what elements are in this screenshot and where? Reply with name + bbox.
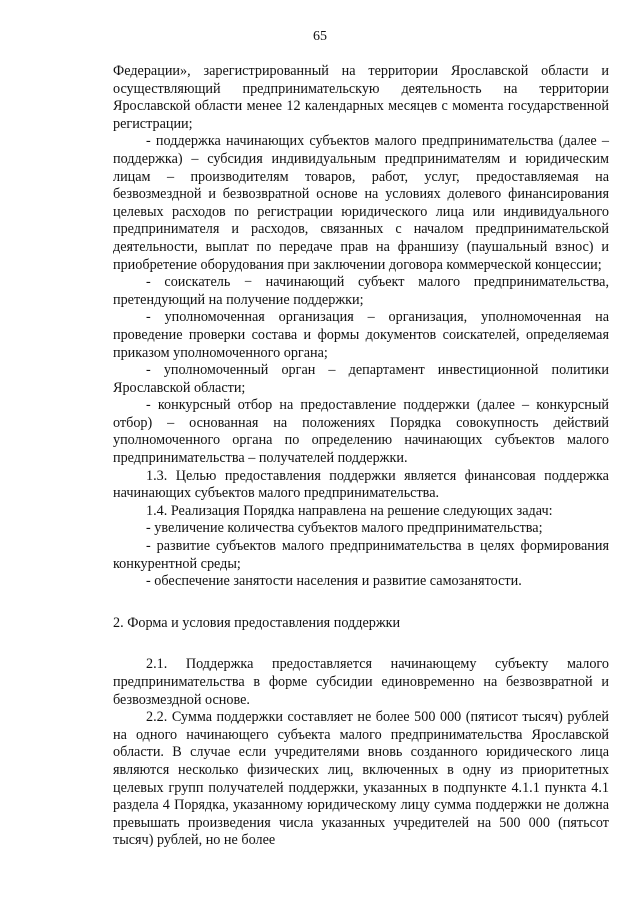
clause-1-4: 1.4. Реализация Порядка направлена на решение следующих задач:	[146, 502, 553, 519]
page-number: 65	[313, 29, 327, 44]
section-heading: 2. Форма и условия предоставления поддержки	[113, 614, 401, 631]
definition-authorized-body: - уполномоченный орган – департамент инвестиционной политики Ярославской области;	[113, 362, 609, 396]
definition-competitive-selection: - конкурсный отбор на предоставление поддержки (далее – конкурсный отбор) – основанная на положениях Порядка совокупность действий уполномоченного органа по определению начинающих субъектов малого предпринимательства – получателей поддержки.	[113, 397, 609, 467]
task-item-1: - увеличение количества субъектов малого предпринимательства;	[146, 520, 543, 537]
task-item-2: - развитие субъектов малого предпринимательства в целях формирования конкурентной среды;	[113, 538, 609, 572]
document-body	[113, 63, 609, 850]
task-item-3: - обеспечение занятости населения и развитие самозанятости.	[146, 573, 522, 590]
definition-applicant: - соискатель − начинающий субъект малого предпринимательства, претендующий на получение поддержки;	[113, 274, 609, 308]
definition-authorized-organization: - уполномоченная организация – организация, уполномоченная на проведение проверки состава и формы документов соискателей, определяемая приказом уполномоченного органа;	[113, 309, 609, 361]
clause-2-2: 2.2. Сумма поддержки составляет не более 500 000 (пятисот тысяч) рублей на одного начинающего субъекта малого предпринимательства Ярославской области. В случае если учредителями вновь созданного юридического лица являются несколько физических лиц, включенных в одну из приоритетных целевых групп получателей поддержки, указанных в подпункте 4.1.1 пункта 4.1 раздела 4 Порядка, указанному юридическому лицу сумма поддержки не должна превышать произведения числа указанных учредителей на 500 000 (пятьсот тысяч) рублей, но не более	[113, 709, 609, 849]
definition-support: - поддержка начинающих субъектов малого предпринимательства (далее – поддержка) – субсидия индивидуальным предпринимателям и юридическим лицам – производителям товаров, работ, услуг, предоставляемая на безвозмездной и безвозвратной основе на условиях долевого финансирования целевых расходов по регистрации юридического лица или индивидуального предпринимателя и расходов, связанных с началом предпринимательской деятельности, выплат по передаче прав на франшизу (паушальный взнос) и приобретение оборудования при заключении договора коммерческой концессии;	[113, 133, 609, 273]
clause-2-1: 2.1. Поддержка предоставляется начинающему субъекту малого предпринимательства в форме субсидии единовременно на безвозвратной и безвозмездной основе.	[113, 656, 609, 708]
paragraph-continuation: Федерации», зарегистрированный на территории Ярославской области и осуществляющий предпринимательскую деятельность на территории Ярославской области менее 12 календарных месяцев с момента государственной регистрации;	[113, 63, 609, 132]
clause-1-3: 1.3. Целью предоставления поддержки является финансовая поддержка начинающих субъектов малого предпринимательства.	[113, 467, 609, 502]
